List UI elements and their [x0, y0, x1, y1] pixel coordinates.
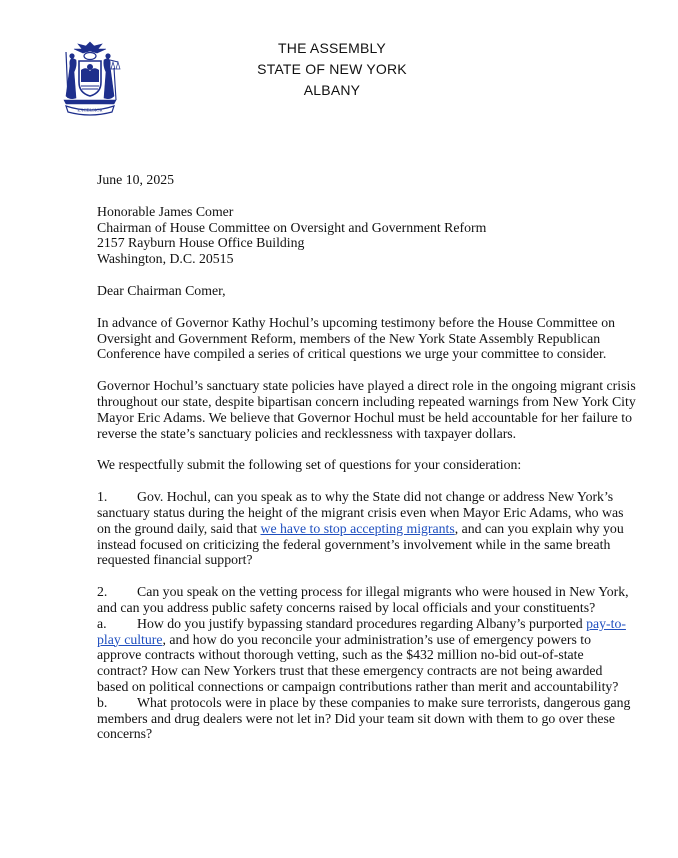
question-1-text-b: , and can you explain why you instead focused on criticizing the federal government’s involvement while in the same breath requested financial support? — [97, 520, 624, 568]
letterhead-line-state: STATE OF NEW YORK — [257, 61, 407, 77]
recipient-address-line1: 2157 Rayburn House Office Building — [97, 235, 305, 251]
paragraph-questions-intro: We respectfully submit the following set of questions for your consideration: — [97, 457, 522, 473]
question-2a-text-b: , and how do you reconcile your administration’s use of emergency powers to approve contracts without thorough vetting, such as the $432 million no-bid out-of-state contract? How can New Yorkers trust that these emergency contracts are not being awarded based on political connections or campaign contributions rather than merit and accountability? — [97, 631, 619, 694]
letterhead — [232, 38, 432, 101]
salutation: Dear Chairman Comer, — [97, 282, 226, 298]
question-1-number: 1. — [97, 489, 108, 505]
recipient-name: Honorable James Comer — [97, 203, 234, 219]
letter-body — [97, 172, 637, 742]
question-1-text-a: Gov. Hochul, can you speak as to why the State did not change or address New York’s sanctuary status during the height of the migrant crisis even when Mayor Eric Adams, who was on the ground daily, said that — [97, 489, 624, 536]
link-pay-to-play-culture[interactable]: pay-to-play culture — [97, 615, 626, 647]
recipient-address-line2: Washington, D.C. 20515 — [97, 251, 234, 267]
question-1 — [97, 489, 637, 568]
new-york-state-seal — [52, 40, 128, 116]
letterhead-line-city: ALBANY — [303, 82, 361, 98]
question-2a-letter: a. — [97, 615, 107, 631]
paragraph-sanctuary: Governor Hochul’s sanctuary state policies have played a direct role in the ongoing migrant crisis throughout our state, despite bipartisan concern including repeated warnings from New York City Mayor Eric Adams. We believe that Governor Hochul must be held accountable for her failure to reverse the state’s sanctuary policies and recklessness with taxpayer dollars. — [97, 378, 636, 441]
letter-date: June 10, 2025 — [97, 172, 175, 187]
question-2b — [97, 695, 637, 742]
paragraph-intro: In advance of Governor Kathy Hochul’s upcoming testimony before the House Committee on Oversight and Government Reform, members of the New York State Assembly Republican Conference have compiled a series of critical questions we urge your committee to consider. — [97, 314, 616, 362]
seal-motto: EXCELSIOR — [77, 107, 103, 113]
link-stop-accepting-migrants[interactable]: we have to stop accepting migrants — [260, 520, 455, 536]
question-2a — [97, 616, 637, 695]
question-2 — [97, 584, 637, 616]
question-2a-text-a: How do you justify bypassing standard procedures regarding Albany’s purported — [137, 615, 587, 631]
question-2-number: 2. — [97, 584, 108, 600]
letterhead-line-assembly: THE ASSEMBLY — [278, 40, 386, 56]
question-2b-text: What protocols were in place by these companies to make sure terrorists, dangerous gang members and drug dealers were not let in? Did your team sit down with them to go over these concerns? — [97, 694, 631, 742]
recipient-title: Chairman of House Committee on Oversight and Government Reform — [97, 219, 487, 235]
question-2b-letter: b. — [97, 694, 108, 710]
question-2-text: Can you speak on the vetting process for illegal migrants who were housed in New York, and can you address public safety concerns raised by local officials and your constituents? — [97, 584, 629, 615]
